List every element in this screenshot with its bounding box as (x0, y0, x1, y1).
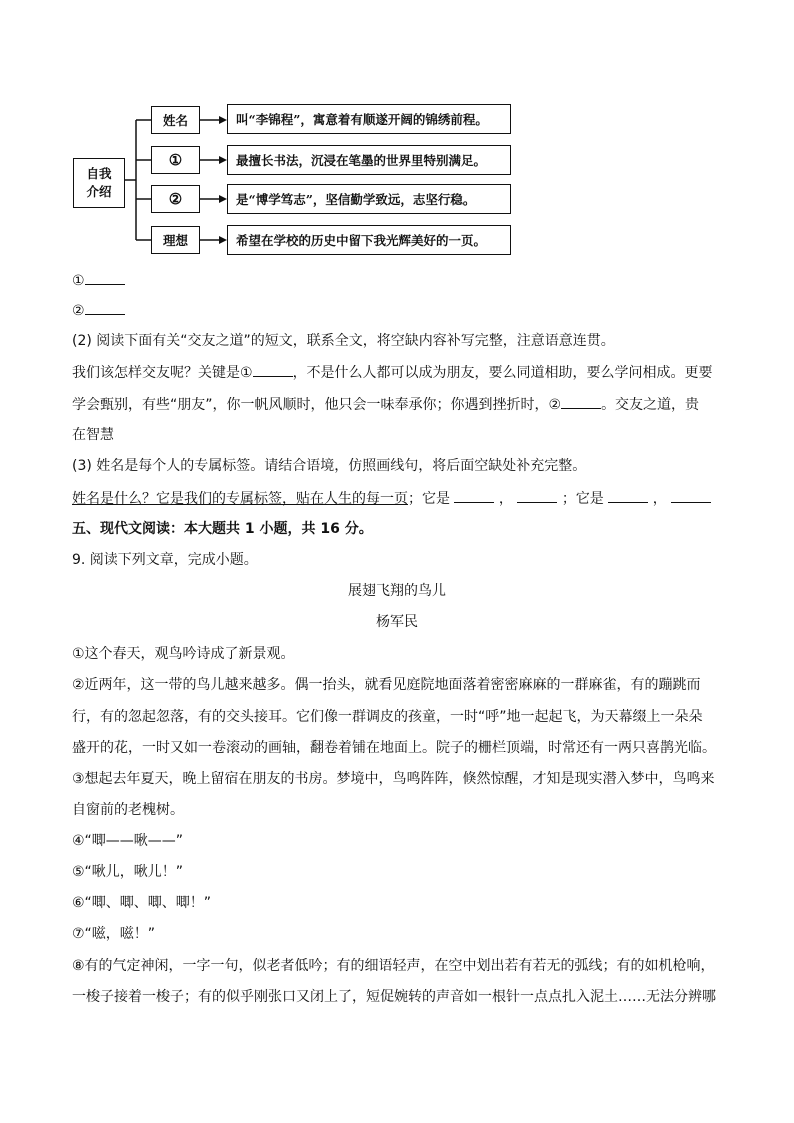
diagram-text: 叫“李锦程”，寓意着有顺遂开阔的锦绣前程。 (236, 112, 488, 127)
answer-blank-1[interactable] (85, 270, 125, 285)
diagram-root-line1: 自我 (86, 166, 112, 181)
q2-text: 。交友之道，贵 (601, 397, 700, 413)
article-paragraph-line: ⑥“唧、唧、唧、唧！” (72, 895, 212, 911)
article-paragraph-line: 行，有的忽起忽落，有的交头接耳。它们像一群调皮的孩童，一时“呼”地一起起飞，为天幕缀上一朵朵 (72, 709, 703, 725)
diagram-text-ideal (227, 225, 511, 255)
diagram-text-blank1 (227, 145, 511, 175)
q3-text: ；它是 (408, 491, 450, 507)
q3-text: ；它是 (561, 491, 604, 507)
q3-blank-3[interactable] (608, 488, 648, 503)
diagram-key-blank1 (151, 146, 200, 174)
q2-para-line3: 在智慧 (72, 427, 114, 443)
diagram-text: 最擅长书法，沉浸在笔墨的世界里特别满足。 (236, 153, 487, 168)
q2-para-line2 (72, 394, 699, 415)
article-paragraph-line: ⑤“啾儿，啾儿！” (72, 864, 184, 880)
q3-blank-2[interactable] (517, 488, 557, 503)
q2-text: 学会甄别，有些“朋友”，你一帆风顺时，他只会一味奉承你；你遇到挫折时，② (72, 397, 562, 413)
diagram-text: 是“博学笃志”，坚信勤学致远，志坚行稳。 (236, 192, 476, 207)
article-paragraph-line: ⑧有的气定神闲，一字一句，似老者低吟；有的细语轻声，在空中划出若有若无的弧线；有的如机枪响， (72, 958, 715, 974)
q2-blank-1[interactable] (253, 362, 293, 377)
answer-label-2: ② (72, 303, 85, 319)
diagram-root-box (73, 158, 125, 208)
article-paragraph-line: ③想起去年夏天，晚上留宿在朋友的书房。梦境中，鸟鸣阵阵，倏然惊醒，才知是现实潜入梦中，鸟鸣来 (72, 771, 715, 787)
diagram-key-label: 姓名 (162, 113, 188, 128)
answer-blank-2[interactable] (85, 300, 125, 315)
article-paragraph-line: 一梭子接着一梭子；有的似乎刚张口又闭上了，短促婉转的声音如一根针一点点扎入泥土……无法分辨哪 (72, 989, 716, 1005)
diagram-text: 希望在学校的历史中留下我光辉美好的一页。 (236, 233, 487, 248)
diagram-key-label: ① (168, 151, 183, 169)
answer-line-1 (72, 270, 125, 291)
q3-blank-1[interactable] (454, 488, 494, 503)
q3-blank-4[interactable] (671, 488, 711, 503)
diagram-root-line2: 介绍 (86, 184, 112, 199)
diagram-key-blank2 (151, 185, 200, 213)
answer-line-2 (72, 300, 125, 321)
diagram-text-name (227, 104, 511, 134)
article-paragraph-line: ④“唧——啾——” (72, 833, 184, 849)
article-paragraph-line: ①这个春天，观鸟吟诗成了新景观。 (72, 646, 295, 662)
q3-sentence (72, 488, 711, 509)
diagram-text-blank2 (227, 184, 511, 214)
q3-underlined-sentence: 姓名是什么？它是我们的专属标签，贴在人生的每一页 (72, 491, 408, 507)
article-paragraph-line: ⑦“嗞，嗞！” (72, 926, 156, 942)
q2-text: ，不是什么人都可以成为朋友，要么同道相助，要么学问相成。更要 (292, 365, 713, 381)
q2-prompt: (2) 阅读下面有关“交友之道”的短文，联系全文，将空缺内容补写完整，注意语意连贯。 (72, 333, 615, 349)
article-title: 展翅飞翔的鸟儿 (348, 583, 446, 599)
q2-blank-2[interactable] (561, 394, 601, 409)
q2-text: 我们该怎样交友呢？关键是① (72, 365, 253, 381)
diagram-key-ideal (151, 226, 200, 254)
q9-prompt: 9. 阅读下列文章，完成小题。 (72, 552, 258, 568)
q3-text: ， (652, 491, 667, 507)
q2-para-line1 (72, 362, 713, 383)
answer-label-1: ① (72, 273, 85, 289)
diagram-key-name (151, 106, 200, 134)
article-paragraph-line: ②近两年，这一带的鸟儿越来越多。偶一抬头，就看见庭院地面落着密密麻麻的一群麻雀，有的蹦跳而 (72, 677, 701, 693)
article-author: 杨军民 (376, 614, 418, 630)
q3-text: ， (498, 491, 513, 507)
q3-prompt: (3) 姓名是每个人的专属标签。请结合语境，仿照画线句，将后面空缺处补充完整。 (72, 458, 587, 474)
section-heading: 五、现代文阅读：本大题共 1 小题，共 16 分。 (72, 521, 373, 537)
article-paragraph-line: 盛开的花，一时又如一卷滚动的画轴，翻卷着铺在地面上。院子的栅栏顶端，时常还有一两只喜鹊光临。 (72, 740, 716, 756)
article-paragraph-line: 自窗前的老槐树。 (72, 802, 184, 818)
diagram-key-label: 理想 (162, 233, 188, 248)
diagram-key-label: ② (168, 190, 183, 208)
